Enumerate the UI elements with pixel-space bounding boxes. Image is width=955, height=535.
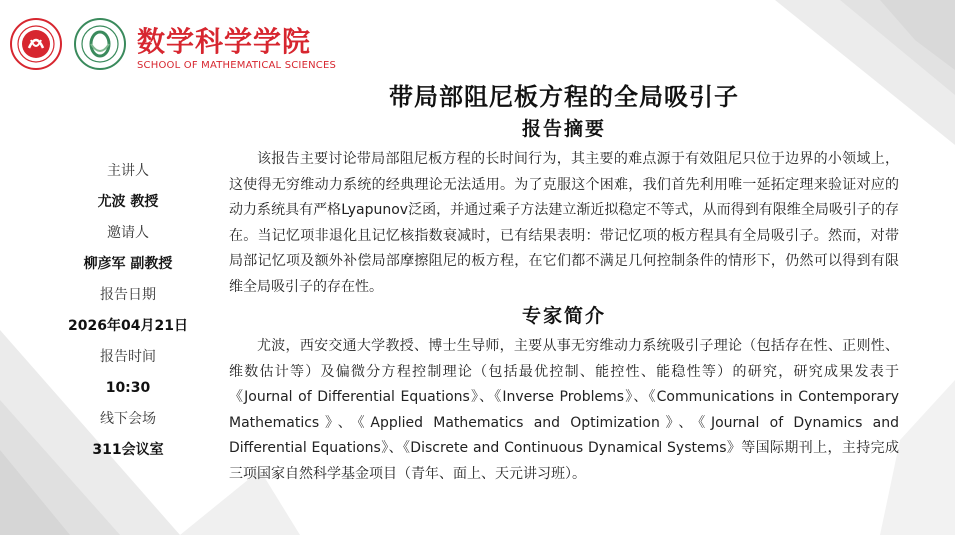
speaker-label: 主讲人: [107, 163, 149, 179]
speaker-value: 尤波 教授: [97, 194, 159, 210]
date-value: 2026年04月21日: [68, 318, 188, 334]
school-name-cn: 数学科学学院: [137, 25, 312, 58]
talk-title: 带局部阻尼板方程的全局吸引子: [389, 83, 739, 111]
school-emblem-icon: [74, 18, 126, 70]
venue-value: 311会议室: [92, 442, 164, 458]
venue-label: 线下会场: [100, 411, 156, 427]
inviter-value: 柳彦军 副教授: [83, 256, 173, 272]
school-name-en: SCHOOL OF MATHEMATICAL SCIENCES: [137, 60, 337, 71]
abstract-heading: 报告摘要: [521, 118, 606, 140]
inviter-label: 邀请人: [107, 225, 149, 241]
time-label: 报告时间: [100, 349, 156, 365]
school-name: [137, 26, 347, 71]
main-content: [229, 74, 899, 487]
bio-text: 尤波，西安交通大学教授、博士生导师，主要从事无穷维动力系统吸引子理论（包括存在性、正则性、维数估计等）及偏微分方程控制理论（包括最优控制、能控性、能稳性等）的研究，研究成果发表于《Journal of Differential Equations》、《Inverse Problems》、《Communications in Contemporary Mathematics》、《Applied Mathematics and Optimization》、《Journal of Dynamics and Differential Equations》、《Discrete and Continuous Dynamical Systems》等国际期刊上，主持完成三项国家自然科学基金项目（青年、面上、天元讲习班）。: [229, 338, 899, 482]
time-value: 10:30: [105, 380, 151, 396]
sidebar-info: [58, 160, 198, 470]
university-seal-icon: [10, 18, 62, 70]
date-label: 报告日期: [100, 287, 156, 303]
bio-heading: 专家简介: [521, 305, 606, 327]
abstract-text: 该报告主要讨论带局部阻尼板方程的长时间行为，其主要的难点源于有效阻尼只位于边界的小领域上，这使得无穷维动力系统的经典理论无法适用。为了克服这个困难，我们首先利用唯一延拓定理来验证对应的动力系统具有严格Lyapunov泛函，并通过乘子方法建立渐近拟稳定不等式，从而得到有限维全局吸引子的存在。当记忆项非退化且记忆核指数衰减时，已有结果表明：带记忆项的板方程具有全局吸引子。然而，对带局部记忆项及额外补偿局部摩擦阻尼的板方程，在它们都不满足几何控制条件的情形下，仍然可以得到有限维全局吸引子的存在性。: [229, 151, 899, 295]
